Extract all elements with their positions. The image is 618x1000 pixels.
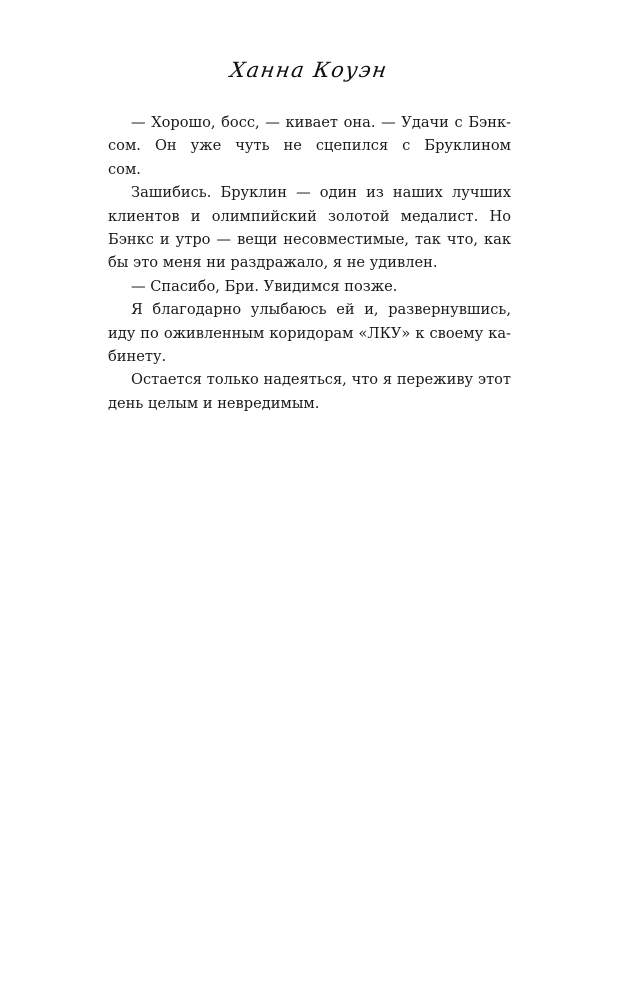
body-text: [108, 111, 511, 415]
text-line: Остается только надеяться, что я переживу этот: [131, 371, 511, 389]
paragraph: [108, 298, 511, 368]
paragraph: [108, 111, 511, 181]
text-line: — Хорошо, босс, — кивает она. — Удачи с Бэнк-: [131, 114, 511, 131]
text-line: сом. Он уже чуть не сцепился с Бруклином: [108, 137, 511, 155]
paragraph: [108, 275, 511, 298]
text-line: бы это меня ни раздражало, я не удивлен.: [108, 254, 438, 272]
text-line: сом.: [108, 160, 141, 178]
text-line: иду по оживленным коридорам «ЛКУ» к своему ка-: [108, 324, 511, 342]
text-line: клиентов и олимпийский золотой медалист. Но: [108, 207, 511, 225]
paragraph: [108, 368, 511, 415]
text-line: бинету.: [108, 347, 167, 365]
text-line: — Спасибо, Бри. Увидимся позже.: [131, 277, 398, 295]
paragraph: [108, 181, 511, 275]
text-line: Бэнкс и утро — вещи несовместимые, так что, как: [108, 230, 511, 248]
running-head-author: Ханна Коуэн: [228, 58, 390, 82]
text-line: день целым и невредимым.: [108, 394, 320, 412]
text-line: Я благодарно улыбаюсь ей и, развернувшись,: [131, 301, 511, 319]
text-line: Зашибись. Бруклин — один из наших лучших: [131, 184, 511, 202]
